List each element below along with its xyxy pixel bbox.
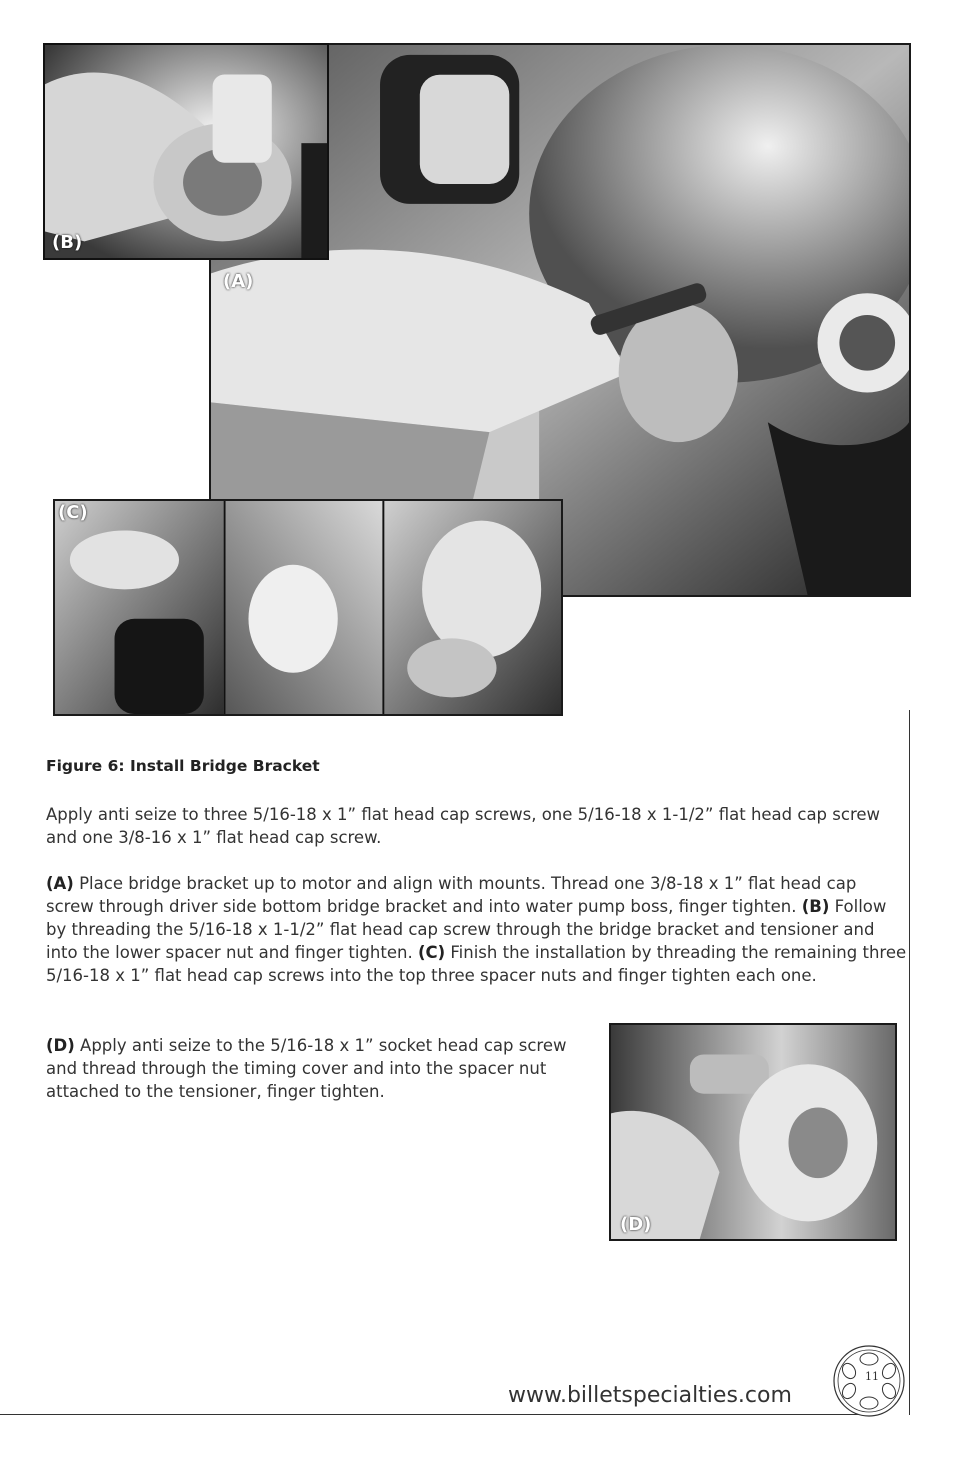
steps-abc-paragraph [46, 872, 908, 987]
step-a-text: Place bridge bracket up to motor and align with mounts. Thread one 3/8-18 x 1” flat head cap screw through driver side bottom bridge bracket and into water pump boss, finger tighten. [46, 874, 857, 916]
step-a-marker: (A) [46, 874, 74, 893]
photo-b-label: (B) [52, 232, 83, 253]
intro-paragraph: Apply anti seize to three 5/16-18 x 1” flat head cap screws, one 5/16-18 x 1-1/2” flat head cap screw and one 3/8-16 x 1” flat head cap screw. [46, 805, 881, 847]
photo-a-label: (A) [223, 271, 254, 292]
photo-c [53, 499, 563, 716]
photo-d [609, 1023, 897, 1241]
photo-b-image [45, 45, 327, 258]
step-c-marker: (C) [417, 943, 446, 962]
footer-url: www.billetspecialties.com [508, 1383, 792, 1408]
step-d-paragraph [46, 1034, 586, 1103]
page-number: 11 [865, 1370, 879, 1383]
photo-b [43, 43, 329, 260]
step-d-text: Apply anti seize to the 5/16-18 x 1” socket head cap screw and thread through the timing cover and into the spacer nut attached to the tensioner, finger tighten. [46, 1036, 567, 1101]
step-d-marker: (D) [46, 1036, 75, 1055]
photo-d-label: (D) [620, 1214, 652, 1235]
step-b-text: Follow by threading the 5/16-18 x 1-1/2” flat head cap screw through the bridge bracket and tensioner and into the lower spacer nut and finger tighten. [46, 897, 887, 962]
photo-c-label: (C) [58, 502, 88, 523]
figure-title: Figure 6: Install Bridge Bracket [46, 757, 320, 775]
right-margin-rule [909, 710, 910, 1415]
step-b-marker: (B) [801, 897, 830, 916]
bottom-rule [0, 1414, 880, 1415]
step-c-text: Finish the installation by threading the remaining three 5/16-18 x 1” flat head cap screws into the top three spacer nuts and finger tighten each one. [46, 943, 907, 985]
photo-d-image [611, 1025, 895, 1239]
photo-c-image [55, 501, 561, 714]
